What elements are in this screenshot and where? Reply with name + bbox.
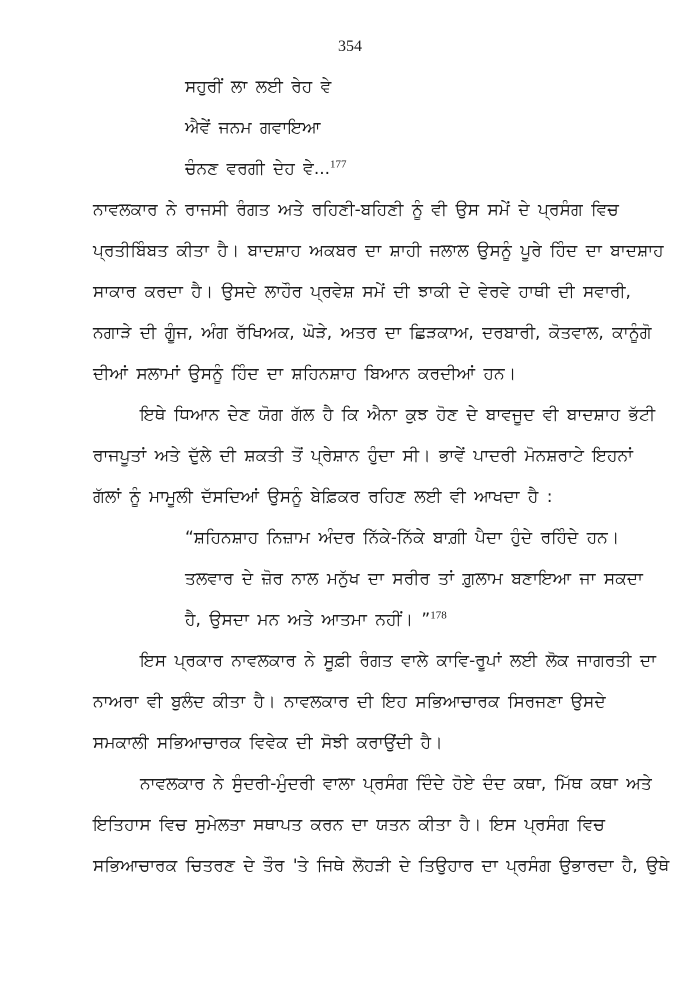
body-line-text: ਇਤਿਹਾਸ ਵਿਚ ਸੁਮੇਲਤਾ ਸਥਾਪਤ ਕਰਨ ਦਾ ਯਤਨ ਕੀਤਾ ਹੈ। ਇਸ ਪ੍ਰਸੰਗ ਵਿਚ	[93, 815, 605, 835]
quote-line-text: ਤਲਵਾਰ ਦੇ ਜ਼ੋਰ ਨਾਲ ਮਨੁੱਖ ਦਾ ਸਰੀਰ ਤਾਂ ਗ਼ੁਲਾਮ ਬਣਾਇਆ ਜਾ ਸਕਦਾ	[185, 569, 643, 589]
body-line	[93, 477, 660, 518]
verse-line	[185, 108, 660, 149]
body-line-text: ਇਸ ਪ੍ਰਕਾਰ ਨਾਵਲਕਾਰ ਨੇ ਸੂਫ਼ੀ ਰੰਗਤ ਵਾਲੇ ਕਾਵਿ-ਰੂਪਾਂ ਲਈ ਲੋਕ ਜਾਗਰਤੀ ਦਾ	[140, 651, 656, 671]
body-line-text: ਇਥੇ ਧਿਆਨ ਦੇਣ ਯੋਗ ਗੱਲ ਹੈ ਕਿ ਐਨਾ ਕੁਝ ਹੋਣ ਦੇ ਬਾਵਜੂਦ ਵੀ ਬਾਦਸ਼ਾਹ ਭੱਟੀ	[140, 405, 656, 425]
body-line-text: ਨਾਅਰਾ ਵੀ ਬੁਲੰਦ ਕੀਤਾ ਹੈ। ਨਾਵਲਕਾਰ ਦੀ ਇਹ ਸਭਿਆਚਾਰਕ ਸਿਰਜਣਾ ਉਸਦੇ	[93, 692, 606, 712]
body-line	[93, 190, 660, 231]
quote-line	[185, 600, 660, 641]
body-line	[93, 723, 660, 764]
quote-line	[185, 559, 660, 600]
body-line	[93, 846, 670, 887]
body-line	[93, 313, 660, 354]
body-line	[93, 272, 660, 313]
body-line	[93, 641, 660, 682]
body-line-text: ਨਾਵਲਕਾਰ ਨੇ ਸੁੰਦਰੀ-ਮੁੰਦਰੀ ਵਾਲਾ ਪ੍ਰਸੰਗ ਦਿੰਦੇ ਹੋਏ ਦੰਦ ਕਥਾ, ਮਿੱਥ ਕਥਾ ਅਤੇ	[140, 774, 652, 794]
body-line-text: ਸਾਕਾਰ ਕਰਦਾ ਹੈ। ਉਸਦੇ ਲਾਹੌਰ ਪ੍ਰਵੇਸ਼ ਸਮੇਂ ਦੀ ਝਾਕੀ ਦੇ ਵੇਰਵੇ ਹਾਥੀ ਦੀ ਸਵਾਰੀ,	[93, 282, 631, 302]
verse-line-text: ਚੰਨਣ ਵਰਗੀ ਦੇਹ ਵੇ...	[185, 159, 331, 179]
verse-line-text: ਸਹੁਰੀਂ ਲਾ ਲਈ ਰੇਹ ਵੇ	[185, 77, 332, 97]
quote-line-text: ਹੈ, ਉਸਦਾ ਮਨ ਅਤੇ ਆਤਮਾ ਨਹੀਂ। ”	[185, 610, 431, 630]
body-line-text: ਰਾਜਪੂਤਾਂ ਅਤੇ ਦੁੱਲੇ ਦੀ ਸ਼ਕਤੀ ਤੋਂ ਪ੍ਰੇਸ਼ਾਨ ਹੁੰਦਾ ਸੀ। ਭਾਵੇਂ ਪਾਦਰੀ ਮੋਨਸ਼ਰਾਟੇ ਇਹਨਾਂ	[93, 446, 633, 466]
body-line	[93, 395, 660, 436]
body-line-text: ਦੀਆਂ ਸਲਾਮਾਂ ਉਸਨੂੰ ਹਿੰਦ ਦਾ ਸ਼ਹਿਨਸ਼ਾਹ ਬਿਆਨ ਕਰਦੀਆਂ ਹਨ।	[93, 364, 517, 384]
footnote-ref-178: 178	[430, 609, 447, 622]
body-line	[93, 805, 660, 846]
body-line	[93, 682, 660, 723]
footnote-ref-177: 177	[330, 158, 347, 171]
page-number: 354	[338, 38, 362, 55]
body-line	[93, 764, 660, 805]
body-line-text: ਨਗਾੜੇ ਦੀ ਗੂੰਜ, ਅੰਗ ਰੱਖਿਅਕ, ਘੋੜੇ, ਅਤਰ ਦਾ ਛਿੜਕਾਅ, ਦਰਬਾਰੀ, ਕੋਤਵਾਲ, ਕਾਨੂੰਗੋ	[93, 323, 652, 343]
verse-line	[185, 67, 660, 108]
body-line	[93, 436, 660, 477]
body-line-text: ਸਭਿਆਚਾਰਕ ਚਿਤਰਣ ਦੇ ਤੌਰ 'ਤੇ ਜਿਥੇ ਲੋਹੜੀ ਦੇ ਤਿਉਹਾਰ ਦਾ ਪ੍ਰਸੰਗ ਉਭਾਰਦਾ ਹੈ, ਉਥੇ	[93, 856, 670, 876]
quote-line-text: “ਸ਼ਹਿਨਸ਼ਾਹ ਨਿਜ਼ਾਮ ਅੰਦਰ ਨਿੱਕੇ-ਨਿੱਕੇ ਬਾਗ਼ੀ ਪੈਦਾ ਹੁੰਦੇ ਰਹਿੰਦੇ ਹਨ।	[185, 528, 620, 548]
body-line-text: ਪ੍ਰਤੀਬਿੰਬਤ ਕੀਤਾ ਹੈ। ਬਾਦਸ਼ਾਹ ਅਕਬਰ ਦਾ ਸ਼ਾਹੀ ਜਲਾਲ ਉਸਨੂੰ ਪੂਰੇ ਹਿੰਦ ਦਾ ਬਾਦਸ਼ਾਹ	[93, 241, 664, 261]
verse-line	[185, 149, 660, 190]
body-line-text: ਸਮਕਾਲੀ ਸਭਿਆਚਾਰਕ ਵਿਵੇਕ ਦੀ ਸੋਝੀ ਕਰਾਉਂਦੀ ਹੈ।	[93, 733, 443, 753]
quote-line	[185, 518, 660, 559]
body-line-text: ਗੱਲਾਂ ਨੂੰ ਮਾਮੂਲੀ ਦੱਸਦਿਆਂ ਉਸਨੂੰ ਬੇਫ਼ਿਕਰ ਰਹਿਣ ਲਈ ਵੀ ਆਖਦਾ ਹੈ :	[93, 487, 553, 507]
verse-line-text: ਐਵੇਂ ਜਨਮ ਗਵਾਇਆ	[185, 118, 321, 138]
body-line-text: ਨਾਵਲਕਾਰ ਨੇ ਰਾਜਸੀ ਰੰਗਤ ਅਤੇ ਰਹਿਣੀ-ਬਹਿਣੀ ਨੂੰ ਵੀ ਉਸ ਸਮੇਂ ਦੇ ਪ੍ਰਸੰਗ ਵਿਚ	[93, 200, 619, 220]
body-line	[93, 354, 660, 395]
body-line	[93, 231, 664, 272]
